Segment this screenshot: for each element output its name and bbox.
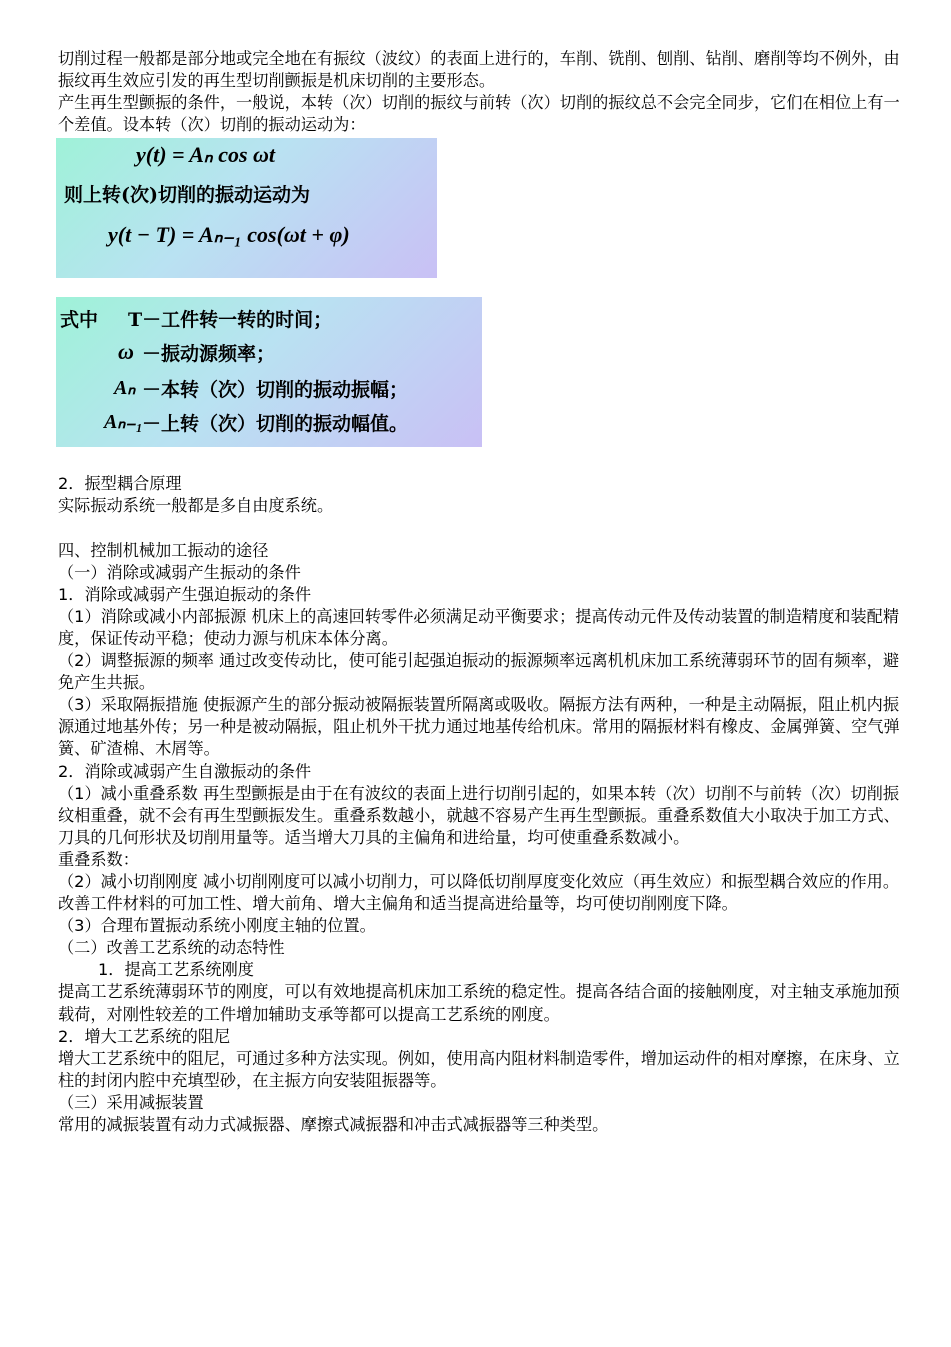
legend-prefix: 式中	[60, 309, 99, 332]
paragraph: 增大工艺系统中的阻尼，可通过多种方法实现。例如，使用高内阻材料制造零件，增加运动件的相对摩擦，在床身、立柱的封闭内腔中充填型砂，在主振方向安装阻振器等。	[58, 1048, 900, 1090]
subsection-heading: 2．增大工艺系统的阻尼	[58, 1026, 231, 1046]
subsection-heading: （三）采用减振装置	[58, 1092, 204, 1112]
legend-symbol-an: Aₙ	[114, 377, 136, 400]
subsection-heading: （一）消除或减弱产生振动的条件	[58, 562, 301, 582]
formula-image	[56, 138, 437, 278]
legend-image	[56, 297, 482, 447]
paragraph: 实际振动系统一般都是多自由度系统。	[58, 496, 334, 516]
paragraph: 切削过程一般都是部分地或完全地在有振纹（波纹）的表面上进行的，车削、铣削、刨削、钻削、磨削等均不例外，由振纹再生效应引发的再生型切削颤振是机床切削的主要形态。	[58, 49, 900, 91]
paragraph: （2）减小切削刚度 减小切削刚度可以减小切削力，可以降低切削厚度变化效应（再生效应）和振型耦合效应的作用。改善工件材料的可加工性、增大前角、增大主偏角和适当提高进给量等，均可使切削刚度下降。	[58, 871, 900, 914]
blank-line	[58, 518, 908, 540]
formula-equation-2: y(t − T) = Aₙ₋₁ cos(ωt + φ)	[108, 222, 350, 248]
document-page	[58, 48, 908, 1136]
legend-line-4: －上转（次）切削的振动幅值。	[142, 413, 409, 436]
legend-symbol-omega: ω	[118, 339, 134, 365]
subsection-heading: （二）改善工艺系统的动态特性	[58, 938, 285, 958]
formula-equation-1: y(t) = Aₙ cos ωt	[136, 142, 276, 168]
paragraph: （2）调整振源的频率 通过改变传动比，使可能引起强迫振动的振源频率远离机机床加工系统薄弱环节的固有频率，避免产生共振。	[58, 651, 900, 693]
legend-line-3: －本转（次）切削的振动振幅；	[142, 379, 409, 402]
paragraph: （3）合理布置振动系统小刚度主轴的位置。	[58, 916, 376, 936]
subsection-heading: 1．提高工艺系统刚度	[98, 960, 254, 980]
paragraph: （1）减小重叠系数 再生型颤振是由于在有波纹的表面上进行切削引起的，如果本转（次）切削不与前转（次）切削振纹相重叠，就不会有再生型颤振发生。重叠系数越小，就越不容易产生再生型颤振。重叠系数值大小取决于加工方式、刀具的几何形状及切削用量等。适当增大刀具的主偏角和进给量，均可使重叠系数减小。	[58, 783, 900, 847]
paragraph: 提高工艺系统薄弱环节的刚度，可以有效地提高机床加工系统的稳定性。提高各结合面的接触刚度，对主轴支承施加预载荷，对刚性较差的工件增加辅助支承等都可以提高工艺系统的刚度。	[58, 982, 900, 1024]
paragraph: （1）消除或减小内部振源 机床上的高速回转零件必须满足动平衡要求；提高传动元件及传动装置的制造精度和装配精度，保证传动平稳；使动力源与机床本体分离。	[58, 606, 900, 648]
paragraph: 重叠系数：	[58, 849, 139, 869]
paragraph: （3）采取隔振措施 使振源产生的部分振动被隔振装置所隔离或吸收。隔振方法有两种，一种是主动隔振，阻止机内振源通过地基外传；另一种是被动隔振，阻止机外干扰力通过地基传给机床。常用的隔振材料有橡皮、金属弹簧、空气弹簧、矿渣棉、木屑等。	[58, 695, 900, 759]
subsection-heading: 2．消除或减弱产生自激振动的条件	[58, 761, 312, 781]
section-heading: 四、控制机械加工振动的途径	[58, 540, 269, 560]
formula-text: 则上转(次)切削的振动运动为	[64, 184, 310, 207]
paragraph: 常用的减振装置有动力式减振器、摩擦式减振器和冲击式减振器等三种类型。	[58, 1115, 609, 1134]
subsection-heading: 1．消除或减弱产生强迫振动的条件	[58, 584, 312, 604]
legend-symbol-an1: Aₙ₋₁	[104, 411, 143, 434]
legend-line-1: T－工件转一转的时间；	[128, 309, 333, 332]
legend-line-2: －振动源频率；	[142, 343, 276, 366]
paragraph: 产生再生型颤振的条件，一般说，本转（次）切削的振纹与前转（次）切削的振纹总不会完全同步，它们在相位上有一个差值。设本转（次）切削的振动运动为：	[58, 93, 900, 135]
section-heading: 2．振型耦合原理	[58, 474, 182, 494]
